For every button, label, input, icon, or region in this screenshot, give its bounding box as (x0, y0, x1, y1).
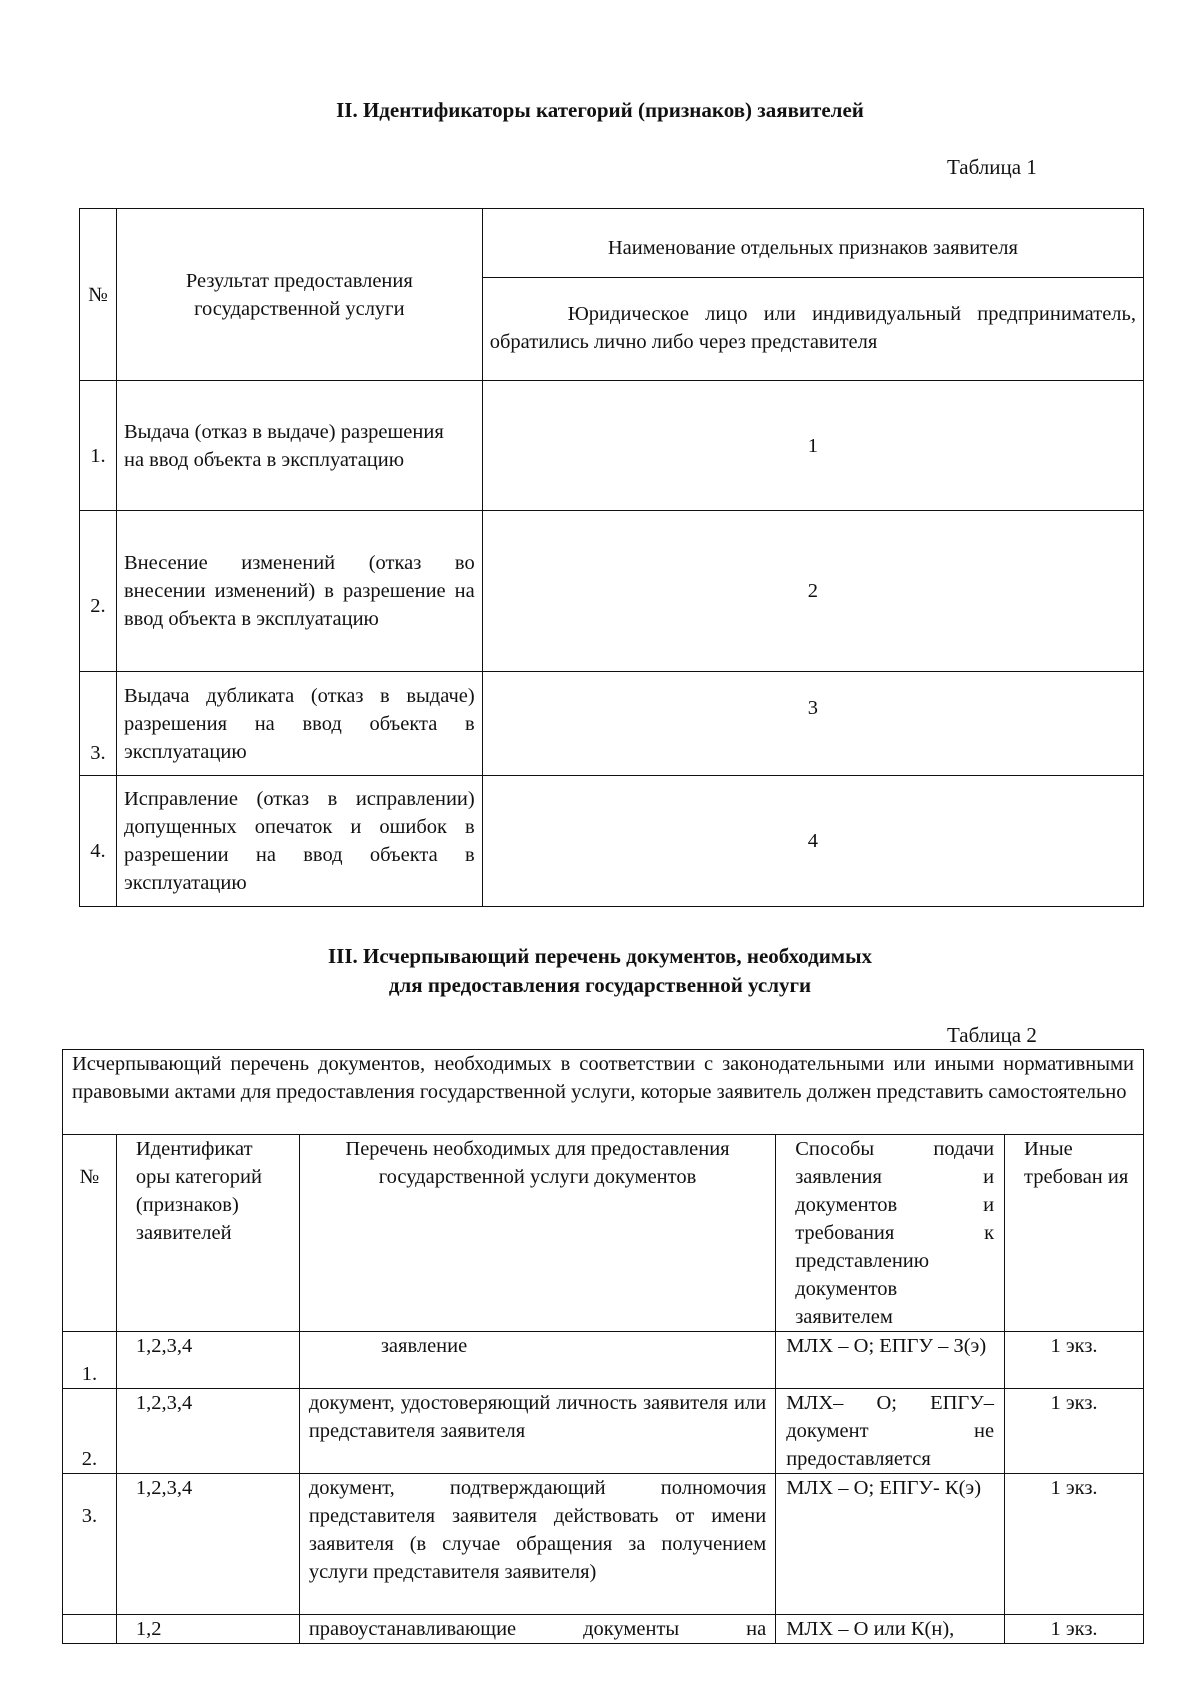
t2-row-ident: 1,2 (116, 1615, 299, 1644)
t2-row-num (63, 1615, 117, 1644)
t2-row-doc: правоустанавливающие документы на (299, 1615, 775, 1644)
t1-row-value: 3 (482, 672, 1143, 776)
t1-row-num: 3. (80, 672, 117, 776)
t1-row-result: Выдача (отказ в выдаче) разрешения на ввод объекта в эксплуатацию (116, 381, 482, 511)
t2-row-num: 1. (63, 1332, 117, 1389)
t1-row-value: 1 (482, 381, 1143, 511)
t2-row-other: 1 экз. (1005, 1615, 1144, 1644)
t1-row-num: 4. (80, 776, 117, 907)
t2-row-doc: заявление (299, 1332, 775, 1389)
t2-row-ident: 1,2,3,4 (116, 1332, 299, 1389)
t2-row-method: МЛХ – О; ЕПГУ- К(э) (776, 1474, 1005, 1615)
t1-row-result: Выдача дубликата (отказ в выдаче) разрешения на ввод объекта в эксплуатацию (116, 672, 482, 776)
t2-row-doc: документ, удостоверяющий личность заявителя или представителя заявителя (299, 1389, 775, 1474)
section-2-heading: II. Идентификаторы категорий (признаков) заявителей (336, 98, 864, 122)
t2-row-method: МЛХ– О; ЕПГУ– документ не предоставляется (776, 1389, 1005, 1474)
t2-row-other: 1 экз. (1005, 1332, 1144, 1389)
t2-row-num: 3. (63, 1474, 117, 1615)
section-3-heading-line-2: для предоставления государственной услуги (388, 973, 812, 997)
t2-header-ident: Идентификат оры категорий (признаков) заявителей (116, 1135, 299, 1332)
t2-header-num: № (63, 1135, 117, 1332)
t2-header-other: Иные требован ия (1005, 1135, 1144, 1332)
t2-top-header: Исчерпывающий перечень документов, необходимых в соответствии с законодательными или иными нормативными правовыми актами для предоставления государственной услуги, которые заявитель должен представить самостоятельно (63, 1050, 1144, 1135)
t2-row-method: МЛХ – О или К(н), (776, 1615, 1005, 1644)
t1-row-result: Внесение изменений (отказ во внесении изменений) в разрешение на ввод объекта в эксплуатацию (116, 511, 482, 672)
t2-row-doc: документ, подтверждающий полномочия представителя заявителя действовать от имени заявителя (в случае обращения за получением услуги представителя заявителя) (299, 1474, 775, 1615)
table-2-required-documents (62, 1049, 1144, 1644)
table-1-applicant-identifiers (79, 208, 1144, 907)
section-3-heading-line-1: III. Исчерпывающий перечень документов, необходимых (327, 944, 873, 968)
t1-row-num: 1. (80, 381, 117, 511)
t1-header-group: Наименование отдельных признаков заявителя (482, 209, 1143, 278)
t2-row-num: 2. (63, 1389, 117, 1474)
t2-row-other: 1 экз. (1005, 1474, 1144, 1615)
table-2-caption: Таблица 2 (947, 1023, 1037, 1047)
t1-row-result: Исправление (отказ в исправлении) допущенных опечаток и ошибок в разрешении на ввод объекта в эксплуатацию (116, 776, 482, 907)
t1-row-value: 2 (482, 511, 1143, 672)
t2-row-other: 1 экз. (1005, 1389, 1144, 1474)
t2-header-docs: Перечень необходимых для предоставления государственной услуги документов (299, 1135, 775, 1332)
table-1-caption: Таблица 1 (947, 155, 1037, 179)
t2-row-ident: 1,2,3,4 (116, 1474, 299, 1615)
t2-row-ident: 1,2,3,4 (116, 1389, 299, 1474)
t1-row-num: 2. (80, 511, 117, 672)
t2-row-method: МЛХ – О; ЕПГУ – З(э) (776, 1332, 1005, 1389)
t2-header-methods: Способы подачи заявления и документов и требования к представлению документов заявителем (776, 1135, 1005, 1332)
t1-row-value: 4 (482, 776, 1143, 907)
t1-header-subgroup: Юридическое лицо или индивидуальный предприниматель, обратились лично либо через представителя (482, 278, 1143, 381)
t1-header-num: № (80, 209, 117, 381)
t1-header-result: Результат предоставления государственной услуги (116, 209, 482, 381)
